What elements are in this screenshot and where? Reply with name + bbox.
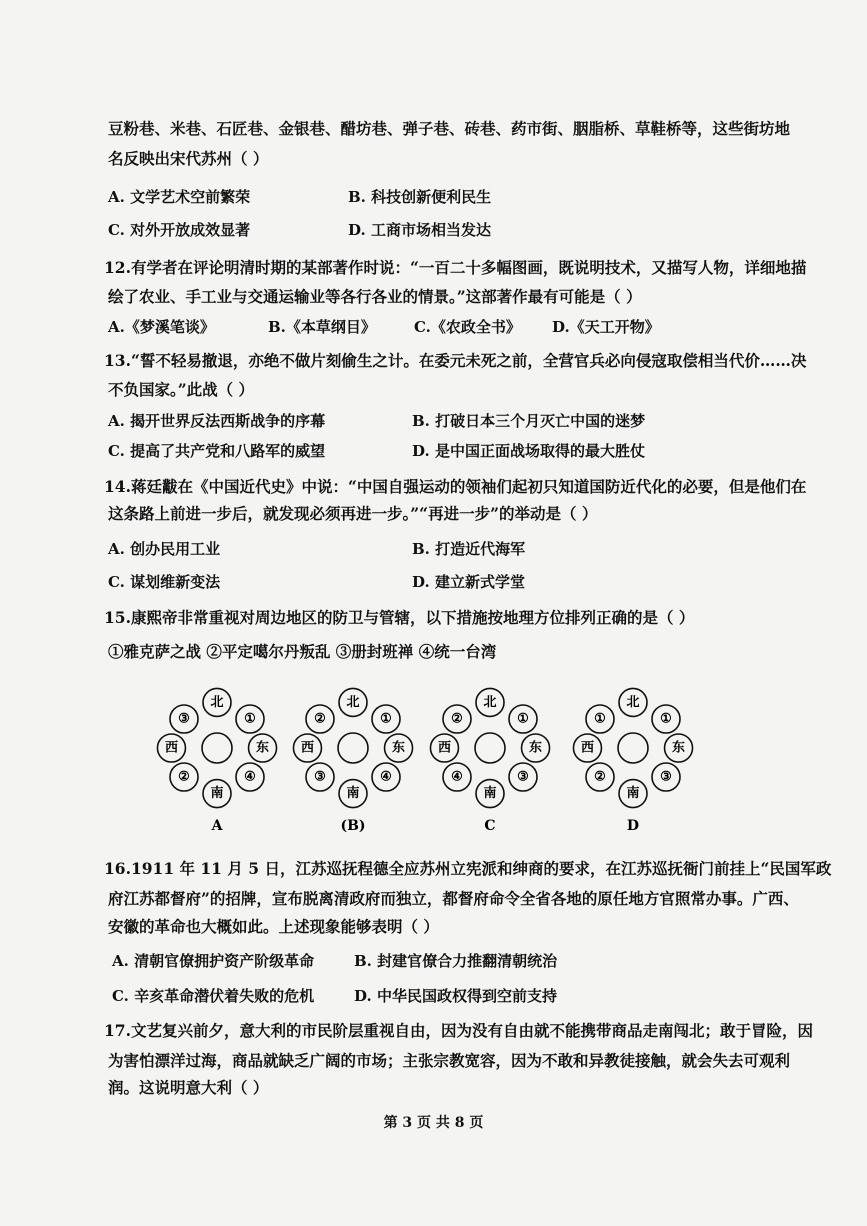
q15-items: ①雅克萨之战 ②平定噶尔丹叛乱 ③册封班禅 ④统一台湾 — [108, 642, 497, 661]
compass-north-label: 北 — [483, 694, 497, 710]
compass-item-se-label: ③ — [517, 769, 529, 785]
q13-stem-line1: 13.“誓不轻易撤退，亦绝不做片刻偷生之计。在委元未死之前，全营官兵必向侵寇取偿相当代价……决 — [104, 351, 807, 370]
compass-north-label: 北 — [346, 694, 360, 710]
compass-item-nw-label: ② — [451, 711, 463, 727]
compass-east-label: 东 — [392, 740, 406, 756]
compass-item-nw-label: ③ — [178, 711, 190, 727]
q11-option-c[interactable]: C. 对外开放成效显著 — [108, 221, 251, 239]
q13-option-b[interactable]: B. 打破日本三个月灭亡中国的迷梦 — [412, 412, 646, 430]
compass-item-ne-label: ① — [517, 711, 529, 727]
compass-east-label: 东 — [256, 740, 270, 756]
q14-option-a[interactable]: A. 创办民用工业 — [108, 540, 221, 558]
q15-stem: 15.康熙帝非常重视对周边地区的防卫与管辖，以下措施按地理方位排列正确的是（ ） — [104, 608, 695, 627]
page-footer: 第 3 页 共 8 页 — [383, 1115, 484, 1131]
compass-item-sw-label: ④ — [451, 769, 463, 785]
q16-option-b[interactable]: B. 封建官僚合力推翻清朝统治 — [354, 952, 558, 970]
compass-item-sw-label: ② — [594, 769, 606, 785]
q11-stem-line1: 豆粉巷、米巷、石匠巷、金银巷、醋坊巷、弹子巷、砖巷、药市街、胭脂桥、草鞋桥等，这些街坊地 — [108, 119, 791, 138]
q12-option-d[interactable]: D.《天工开物》 — [552, 318, 660, 336]
q13-option-a[interactable]: A. 揭开世界反法西斯战争的序幕 — [108, 412, 326, 430]
diagram-option-label: (B) — [340, 818, 366, 834]
q14-option-b[interactable]: B. 打造近代海军 — [412, 540, 526, 558]
q12-stem-line1: 12.有学者在评论明清时期的某部著作时说：“一百二十多幅图画，既说明技术，又描写人物，详细地描 — [104, 258, 807, 277]
q11-option-a[interactable]: A. 文学艺术空前繁荣 — [108, 188, 251, 206]
compass-center-circle — [618, 733, 648, 763]
compass-item-se-label: ③ — [660, 769, 672, 785]
q17-stem-line3: 润。这说明意大利（ ） — [108, 1078, 269, 1097]
q11-stem-line2: 名反映出宋代苏州（ ） — [108, 149, 269, 168]
compass-west-label: 西 — [580, 740, 594, 756]
compass-west-label: 西 — [300, 740, 314, 756]
q16-stem-line2: 府江苏都督府”的招牌，宣布脱离清政府而独立，都督府命令全省各地的原任地方官照常办事。广西、 — [108, 889, 799, 908]
compass-item-ne-label: ① — [244, 711, 256, 727]
q14-option-c[interactable]: C. 谋划维新变法 — [108, 573, 221, 591]
q17-stem-line2: 为害怕漂洋过海，商品就缺乏广阔的市场；主张宗教宽容，因为不敢和异教徒接触，就会失去可观利 — [108, 1051, 791, 1070]
q16-stem-line1: 16.1911 年 11 月 5 日，江苏巡抚程德全应苏州立宪派和绅商的要求，在江苏巡抚衙门前挂上“民国军政 — [104, 859, 832, 878]
compass-diagram-svg — [150, 680, 750, 845]
q12-option-b[interactable]: B.《本草纲目》 — [268, 318, 376, 336]
q17-stem-line1: 17.文艺复兴前夕，意大利的市民阶层重视自由，因为没有自由就不能携带商品走南闯北；敢于冒险，因 — [104, 1021, 813, 1040]
diagram-option-label: D — [626, 818, 640, 834]
compass-east-label: 东 — [672, 740, 686, 756]
q12-option-a[interactable]: A.《梦溪笔谈》 — [108, 318, 215, 336]
compass-east-label: 东 — [529, 740, 543, 756]
q12-stem-line2: 绘了农业、手工业与交通运输业等各行各业的情景。”这部著作最有可能是（ ） — [108, 287, 642, 306]
q16-option-d[interactable]: D. 中华民国政权得到空前支持 — [354, 987, 557, 1005]
compass-south-label: 南 — [626, 786, 640, 802]
q16-option-c[interactable]: C. 辛亥革命潜伏着失败的危机 — [112, 987, 315, 1005]
compass-south-label: 南 — [210, 786, 224, 802]
q11-option-b[interactable]: B. 科技创新便利民生 — [348, 188, 492, 206]
q13-option-c[interactable]: C. 提高了共产党和八路军的威望 — [108, 442, 326, 460]
compass-item-sw-label: ③ — [314, 769, 326, 785]
q14-stem-line2: 这条路上前进一步后，就发现必须再进一步。”“再进一步”的举动是（ ） — [108, 504, 598, 523]
diagram-option-label: A — [211, 818, 223, 834]
compass-item-nw-label: ① — [594, 711, 606, 727]
q16-option-a[interactable]: A. 清朝官僚拥护资产阶级革命 — [112, 952, 315, 970]
q11-option-d[interactable]: D. 工商市场相当发达 — [348, 221, 491, 239]
compass-south-label: 南 — [483, 786, 497, 802]
compass-center-circle — [475, 733, 505, 763]
q14-option-d[interactable]: D. 建立新式学堂 — [412, 573, 525, 591]
q14-stem-line1: 14.蒋廷黻在《中国近代史》中说：“中国自强运动的领袖们起初只知道国防近代化的必要，但是他们在 — [104, 477, 807, 496]
compass-item-ne-label: ① — [380, 711, 392, 727]
compass-item-se-label: ④ — [380, 769, 392, 785]
diagram-option-label: C — [484, 818, 496, 834]
compass-item-se-label: ④ — [244, 769, 256, 785]
q13-stem-line2: 不负国家。”此战（ ） — [108, 380, 255, 399]
compass-west-label: 西 — [164, 740, 178, 756]
q13-option-d[interactable]: D. 是中国正面战场取得的最大胜仗 — [412, 442, 645, 460]
compass-center-circle — [202, 733, 232, 763]
compass-north-label: 北 — [626, 694, 640, 710]
compass-item-ne-label: ① — [660, 711, 672, 727]
q12-option-c[interactable]: C.《农政全书》 — [414, 318, 521, 336]
compass-south-label: 南 — [346, 786, 360, 802]
compass-item-sw-label: ② — [178, 769, 190, 785]
compass-north-label: 北 — [210, 694, 224, 710]
compass-item-nw-label: ② — [314, 711, 326, 727]
q16-stem-line3: 安徽的革命也大概如此。上述现象能够表明（ ） — [108, 917, 439, 936]
compass-west-label: 西 — [437, 740, 451, 756]
q15-compass-diagrams — [150, 680, 750, 845]
compass-center-circle — [338, 733, 368, 763]
